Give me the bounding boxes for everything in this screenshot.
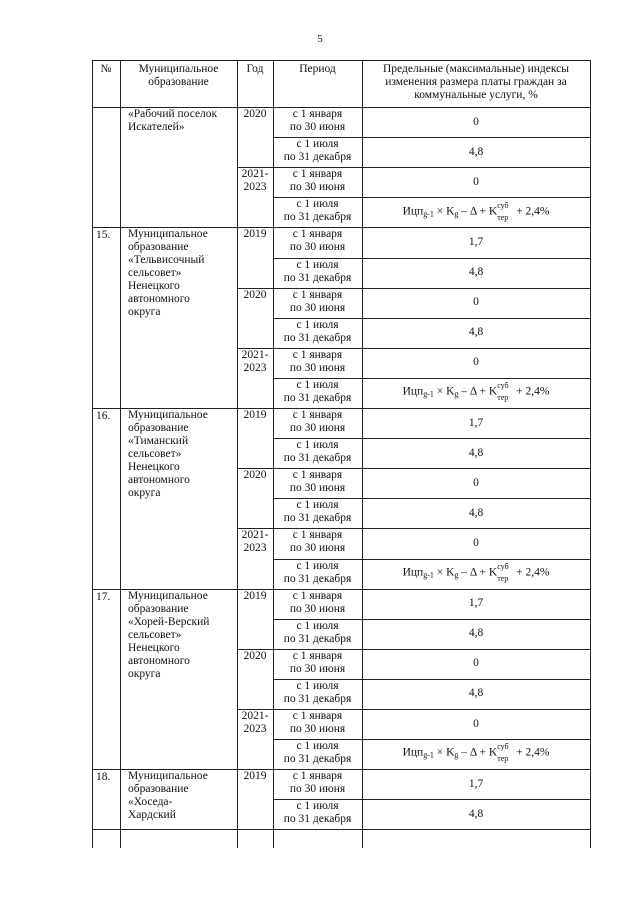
text-line: с 1 января	[292, 228, 343, 241]
index-value-text: 1,7	[468, 777, 484, 790]
header-municipality-text: Муниципальное образование	[138, 63, 219, 88]
text-line: «Хоседа-	[128, 796, 173, 809]
block-number	[92, 589, 120, 770]
municipality-name	[120, 769, 237, 829]
text-line: с 1 июля	[296, 198, 339, 211]
period-cell	[273, 649, 362, 679]
text-line: по 30 июня	[289, 662, 346, 675]
text-line: с 1 июля	[296, 679, 339, 692]
period-cell	[273, 438, 362, 468]
block-number	[92, 408, 120, 589]
index-value	[362, 528, 590, 558]
text-line: по 31 декабря	[283, 211, 352, 224]
text-line: с 1 января	[292, 770, 343, 783]
year-label	[237, 227, 273, 287]
formula-scripts	[497, 200, 513, 222]
index-value-text: 0	[473, 115, 479, 128]
period-cell	[273, 318, 362, 348]
text-line: с 1 июля	[296, 318, 339, 331]
formula-minus: – Δ + K	[458, 746, 498, 759]
text-line: по 31 декабря	[283, 331, 352, 344]
text-line: Муниципальное	[128, 589, 208, 602]
text-line: с 1 января	[292, 409, 343, 421]
column-rule	[590, 60, 591, 848]
column-rule	[273, 60, 274, 848]
header-index-text: Предельные (максимальные) индексы изменения размера платы граждан за коммунальные услуги, %	[383, 63, 569, 101]
text-line: по 31 декабря	[283, 632, 352, 645]
text-line: по 31 декабря	[283, 452, 352, 465]
header-period-text: Период	[299, 63, 336, 75]
index-value	[362, 619, 590, 649]
text-line: 2023	[243, 542, 267, 555]
formula-sub: тер	[497, 212, 509, 222]
formula-sub: g-1	[423, 389, 434, 399]
period-cell	[273, 468, 362, 498]
formula-tail: + 2,4%	[513, 385, 550, 398]
formula-sup: суб	[497, 200, 509, 210]
period-cell	[273, 679, 362, 709]
text-line: с 1 июля	[296, 258, 339, 271]
header-year-text: Год	[246, 63, 264, 75]
column-rule	[92, 60, 93, 848]
block-number-text: 18.	[96, 771, 111, 784]
index-formula	[402, 742, 550, 764]
index-value-text: 4,8	[468, 145, 484, 158]
year-label	[237, 468, 273, 528]
text-line: с 1 июля	[296, 138, 339, 151]
period-cell	[273, 227, 362, 257]
year-label	[237, 167, 273, 227]
period-cell	[273, 619, 362, 649]
formula-sub: тер	[497, 393, 509, 403]
formula-mult: × K	[433, 385, 455, 398]
text-line: 2021-	[241, 348, 269, 361]
text-line: 2019	[243, 770, 267, 783]
index-value-text: 1,7	[468, 235, 484, 248]
text-line: по 30 июня	[289, 241, 346, 254]
text-line: с 1 июля	[296, 378, 339, 391]
text-line: по 30 июня	[289, 422, 346, 434]
formula-sub: g	[454, 750, 459, 760]
formula-mult: × K	[433, 205, 455, 218]
period-cell	[273, 799, 362, 829]
text-line: с 1 января	[292, 288, 343, 301]
period-cell	[273, 107, 362, 137]
text-line: по 30 июня	[289, 783, 346, 796]
text-line: с 1 июля	[296, 559, 339, 572]
index-value	[362, 739, 590, 769]
formula-tail: + 2,4%	[513, 566, 550, 579]
text-line: «Рабочий поселок	[128, 108, 218, 120]
year-label	[237, 408, 273, 468]
formula-mult: × K	[433, 746, 455, 759]
formula-scripts	[497, 742, 513, 764]
period-cell	[273, 739, 362, 769]
index-value-text: 1,7	[468, 416, 484, 429]
period-cell	[273, 167, 362, 197]
text-line: с 1 июля	[296, 439, 339, 452]
text-line: с 1 января	[292, 649, 343, 662]
text-line: по 30 июня	[289, 723, 346, 735]
text-line: с 1 января	[292, 529, 343, 542]
text-line: 2020	[243, 649, 267, 662]
index-formula	[402, 561, 550, 583]
header-municipality	[120, 60, 237, 107]
text-line: с 1 января	[292, 108, 343, 120]
index-value	[362, 498, 590, 528]
text-line: 2019	[243, 589, 267, 602]
formula-head: Ицп	[402, 746, 424, 759]
index-value-text: 0	[473, 657, 479, 670]
column-rule	[120, 60, 121, 848]
header-num	[92, 60, 120, 107]
text-line: по 31 декабря	[283, 271, 352, 284]
block-number-text: 15.	[96, 229, 111, 242]
text-line: округа	[128, 667, 161, 680]
index-value	[362, 107, 590, 137]
index-value	[362, 408, 590, 438]
formula-sub: g-1	[423, 570, 434, 580]
index-value	[362, 438, 590, 468]
formula-sup: суб	[497, 561, 509, 571]
text-line: сельсовет»	[128, 448, 182, 460]
text-line: Муниципальное	[128, 409, 208, 421]
text-line: автономного	[128, 654, 190, 667]
block-number	[92, 769, 120, 829]
period-cell	[273, 528, 362, 558]
formula-mult: × K	[433, 566, 455, 579]
text-line: 2023	[243, 181, 267, 194]
index-value-text: 4,8	[468, 506, 484, 519]
text-line: по 30 июня	[289, 602, 346, 615]
index-value	[362, 137, 590, 167]
text-line: по 30 июня	[289, 181, 346, 194]
text-line: 2020	[243, 288, 267, 301]
text-line: Ненецкого	[128, 280, 180, 293]
municipality-name	[120, 107, 237, 227]
text-line: 2021-	[241, 168, 269, 181]
index-value-text: 0	[473, 356, 479, 369]
text-line: округа	[128, 487, 161, 499]
header-bottom-rule	[92, 107, 590, 108]
formula-sup: суб	[497, 381, 509, 391]
text-line: 2019	[243, 228, 267, 241]
index-value-text: 0	[473, 476, 479, 489]
formula-sub: g	[454, 209, 459, 219]
header-index	[362, 60, 590, 107]
municipality-name	[120, 227, 237, 408]
block-number-text: 16.	[96, 410, 111, 422]
index-formula	[402, 200, 550, 222]
period-cell	[273, 348, 362, 378]
formula-head: Ицп	[402, 385, 424, 398]
text-line: 2023	[243, 723, 267, 735]
formula-sub: g-1	[423, 209, 434, 219]
period-cell	[273, 709, 362, 739]
year-label	[237, 769, 273, 829]
formula-sub: тер	[497, 573, 509, 583]
period-cell	[273, 137, 362, 167]
index-value	[362, 649, 590, 679]
index-value-text: 0	[473, 296, 479, 309]
text-line: Муниципальное	[128, 228, 208, 241]
index-value	[362, 468, 590, 498]
text-line: образование	[128, 602, 189, 615]
index-value	[362, 799, 590, 829]
formula-tail: + 2,4%	[513, 205, 550, 218]
text-line: по 30 июня	[289, 482, 346, 495]
period-cell	[273, 258, 362, 288]
text-line: Хардский	[128, 809, 176, 822]
index-value-text: 0	[473, 536, 479, 549]
text-line: округа	[128, 306, 161, 319]
index-value	[362, 227, 590, 257]
index-value	[362, 709, 590, 739]
text-line: автономного	[128, 293, 190, 306]
block-number	[92, 107, 120, 227]
index-value	[362, 769, 590, 799]
header-year	[237, 60, 273, 107]
index-value	[362, 679, 590, 709]
block-number-text: 17.	[96, 590, 111, 603]
block-rule	[92, 829, 590, 830]
year-label	[237, 107, 273, 167]
period-cell	[273, 378, 362, 408]
index-value-text: 4,8	[468, 687, 484, 700]
text-line: 2021-	[241, 710, 269, 722]
year-label	[237, 348, 273, 408]
period-cell	[273, 408, 362, 438]
formula-sub: g-1	[423, 750, 434, 760]
text-line: 2021-	[241, 529, 269, 542]
text-line: по 30 июня	[289, 361, 346, 374]
text-line: с 1 января	[292, 469, 343, 482]
index-value	[362, 348, 590, 378]
text-line: по 30 июня	[289, 301, 346, 314]
index-value-text: 4,8	[468, 807, 484, 820]
index-value	[362, 559, 590, 589]
text-line: сельсовет»	[128, 267, 182, 280]
index-value-text: 4,8	[468, 326, 484, 339]
text-line: автономного	[128, 474, 190, 486]
formula-scripts	[497, 381, 513, 403]
formula-minus: – Δ + K	[458, 566, 498, 579]
period-cell	[273, 197, 362, 227]
index-value	[362, 197, 590, 227]
text-line: по 31 декабря	[283, 391, 352, 404]
index-value-text: 4,8	[468, 266, 484, 279]
period-cell	[273, 559, 362, 589]
year-label	[237, 528, 273, 588]
period-cell	[273, 288, 362, 318]
text-line: образование	[128, 783, 189, 796]
year-label	[237, 709, 273, 769]
formula-minus: – Δ + K	[458, 385, 498, 398]
text-line: Искателей»	[128, 121, 185, 133]
text-line: сельсовет»	[128, 628, 182, 641]
index-value	[362, 318, 590, 348]
formula-sub: g	[454, 570, 459, 580]
text-line: с 1 января	[292, 348, 343, 361]
column-rule	[362, 60, 363, 848]
block-number	[92, 227, 120, 408]
text-line: с 1 июля	[296, 499, 339, 512]
text-line: 2019	[243, 409, 267, 421]
index-formula	[402, 381, 550, 403]
index-value	[362, 288, 590, 318]
text-line: «Тельвисочный	[128, 254, 205, 267]
formula-sup: суб	[497, 742, 509, 752]
formula-head: Ицп	[402, 205, 424, 218]
text-line: с 1 июля	[296, 800, 339, 813]
text-line: Ненецкого	[128, 461, 180, 473]
text-line: по 31 декабря	[283, 813, 352, 826]
text-line: по 30 июня	[289, 121, 346, 133]
formula-head: Ицп	[402, 566, 424, 579]
municipality-name	[120, 589, 237, 770]
index-value	[362, 378, 590, 408]
index-value-text: 1,7	[468, 597, 484, 610]
text-line: по 31 декабря	[283, 151, 352, 164]
formula-minus: – Δ + K	[458, 205, 498, 218]
text-line: Муниципальное	[128, 770, 208, 783]
page-number: 5	[317, 33, 323, 45]
year-label	[237, 288, 273, 348]
text-line: по 31 декабря	[283, 572, 352, 585]
text-line: Ненецкого	[128, 641, 180, 654]
index-value	[362, 258, 590, 288]
formula-sub: тер	[497, 754, 509, 764]
text-line: по 30 июня	[289, 542, 346, 555]
text-line: с 1 января	[292, 710, 343, 722]
header-num-text: №	[100, 63, 112, 75]
index-value-text: 0	[473, 717, 479, 730]
index-value-text: 0	[473, 175, 479, 188]
year-label	[237, 589, 273, 649]
text-line: по 31 декабря	[283, 753, 352, 766]
text-line: 2023	[243, 361, 267, 374]
index-value	[362, 167, 590, 197]
period-cell	[273, 589, 362, 619]
text-line: по 31 декабря	[283, 512, 352, 525]
period-cell	[273, 498, 362, 528]
formula-sub: g	[454, 389, 459, 399]
year-label	[237, 649, 273, 709]
formula-tail: + 2,4%	[513, 746, 550, 759]
text-line: «Хорей-Верский	[128, 615, 210, 628]
index-value	[362, 589, 590, 619]
text-line: «Тиманский	[128, 435, 189, 447]
index-value-text: 4,8	[468, 446, 484, 459]
table-top-rule	[92, 60, 590, 61]
text-line: 2020	[243, 108, 267, 120]
text-line: по 31 декабря	[283, 692, 352, 705]
text-line: 2020	[243, 469, 267, 482]
text-line: с 1 января	[292, 168, 343, 181]
text-line: образование	[128, 241, 189, 254]
text-line: образование	[128, 422, 189, 434]
text-line: с 1 июля	[296, 740, 339, 753]
header-period	[273, 60, 362, 107]
column-rule	[237, 60, 238, 848]
formula-scripts	[497, 561, 513, 583]
text-line: с 1 января	[292, 589, 343, 602]
period-cell	[273, 769, 362, 799]
index-value-text: 4,8	[468, 627, 484, 640]
text-line: с 1 июля	[296, 619, 339, 632]
municipality-name	[120, 408, 237, 589]
